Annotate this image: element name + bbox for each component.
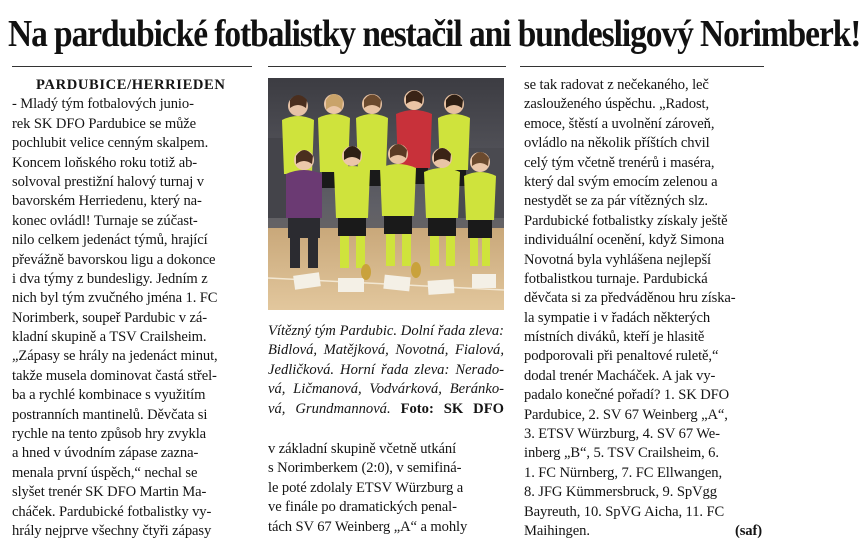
article-text-line: „Zápasy se hrály na jedenáct minut, — [12, 348, 218, 365]
article-text-line: pochlubit velice cenným skalpem. — [12, 135, 209, 152]
article-text-line: Koncem loňského roku totiž ab- — [12, 154, 198, 171]
article-text-line: a hned v úvodním zápase zazna- — [12, 445, 199, 462]
article-text-line: postranních mantinelů. Děvčata si — [12, 406, 208, 423]
caption-text-line: Jedličková. Horní řada zleva: Nerado- — [268, 361, 504, 378]
article-text-line: inberg „B“, 5. TSV Crailsheim, 6. — [524, 445, 719, 462]
article-text-line: se tak radovat z nečekaného, leč — [524, 77, 709, 93]
article-text-line: nich byl tým zvučného jména 1. FC — [12, 290, 218, 307]
column-3-last-text: Maihingen. — [524, 522, 590, 539]
column-1-body — [12, 95, 248, 541]
article-text-line: le poté zdolaly ETSV Würzburg a — [268, 479, 464, 496]
article-text-line: převážně bavorskou ligu a dokonce — [12, 251, 216, 268]
article-text-line: tách SV 67 Weinberg „A“ a mohly — [268, 518, 468, 535]
article-text-line: celý tým včetně trenérů i maséra, — [524, 154, 715, 171]
article-text-line: takže musela dominovat častá střel- — [12, 367, 217, 384]
column-top-rule — [12, 66, 252, 67]
article-text-line: ve finále po dramatických penal- — [268, 499, 457, 516]
article-text-line: i dva týmy z bundesligy. Jedním z — [12, 270, 208, 287]
team-photo-image — [268, 78, 504, 310]
article-column-1 — [12, 76, 248, 541]
article-column-2 — [268, 440, 504, 537]
article-text-line: menala první úspěch,“ nechal se — [12, 464, 198, 481]
article-text-line: Bayreuth, 10. SpVG Aicha, 11. FC — [524, 503, 725, 520]
author-signature: (saf) — [734, 522, 762, 539]
article-text-line: 3. ETSV Würzburg, 4. SV 67 We- — [524, 426, 720, 443]
article-text-line: Pardubické fotbalistky získaly ještě — [524, 212, 728, 229]
article-text-line: Pardubice, 2. SV 67 Weinberg „A“, — [524, 406, 728, 423]
article-text-line: kladní skupině a TSV Crailsheim. — [12, 329, 207, 346]
article-text-line: konec ovládl! Turnaje se zúčast- — [12, 212, 198, 229]
column-3-body — [524, 76, 762, 522]
article-text-line: rek SK DFO Pardubice se může — [12, 115, 197, 132]
photo-caption — [268, 322, 504, 419]
column-3-last-line — [524, 522, 762, 541]
article-text-line: Norimberk, soupeř Pardubic v zá- — [12, 309, 207, 326]
article-text-line: který dal svým emocím zelenou a — [524, 173, 718, 190]
article-text-line: la sympatie i v řadách některých — [524, 309, 711, 326]
caption-text-line: Vítězný tým Pardubic. Dolní řada zleva: — [268, 323, 504, 339]
caption-last-text: vá, Grundmannová. — [268, 400, 391, 417]
article-text-line: 8. JFG Kümmersbruck, 9. SpVgg — [524, 484, 717, 501]
article-text-line: ovládlo na několik příštích chvil — [524, 135, 710, 152]
article-text-line: hrály nejprve všechny čtyři zápasy — [12, 522, 212, 539]
article-text-line: podporovali při penaltové ruletě,“ — [524, 348, 719, 365]
article-text-line: místních diváků, kteří je hlasitě — [524, 329, 705, 346]
column-2-body — [268, 440, 504, 537]
article-text-line: Novotná byla vyhlášena nejlepší — [524, 251, 711, 268]
article-text-line: nestydět se za pár vítězných slz. — [524, 193, 708, 210]
article-headline: Na pardubické fotbalistky nestačil ani bundesligový Norimberk! — [8, 13, 860, 55]
article-text-line: 1. FC Nürnberg, 7. FC Ellwangen, — [524, 464, 722, 481]
dateline: PARDUBICE/HERRIEDEN — [36, 77, 226, 93]
article-text-line: slyšet trenér SK DFO Martin Ma- — [12, 484, 207, 501]
article-text-line: děvčata si za předváděnou hru získa- — [524, 290, 736, 307]
caption-text-line: Bidlová, Matějková, Novotná, Fialová, — [268, 342, 504, 359]
article-column-3 — [524, 76, 762, 541]
article-text-line: zaslouženého úspěchu. „Radost, — [524, 96, 710, 113]
article-text-line: v základní skupině včetně utkání — [268, 441, 457, 457]
article-text-line: s Norimberkem (2:0), v semifiná- — [268, 460, 462, 477]
column-top-rule — [520, 66, 764, 67]
article-text-line: fotbalistkou turnaje. Pardubická — [524, 270, 708, 287]
article-text-line: cháček. Pardubické fotbalistky vy- — [12, 503, 212, 520]
photo-credit: Foto: SK DFO — [400, 400, 504, 417]
article-text-line: emoce, štěstí a uvolnění zároveň, — [524, 115, 715, 132]
article-text-line: ba a rychlé kombinace s využitím — [12, 387, 206, 404]
caption-last-line — [268, 400, 504, 419]
team-photo — [268, 78, 504, 310]
caption-lines — [268, 322, 504, 400]
column-top-rule — [268, 66, 506, 67]
caption-text-line: vá, Ličmanová, Vodvárková, Beránko- — [268, 381, 504, 398]
article-text-line: bavorském Herriedenu, který na- — [12, 193, 202, 210]
article-text-line: individuální ocenění, když Simona — [524, 232, 725, 249]
article-text-line: dodal trenér Macháček. A jak vy- — [524, 367, 716, 384]
article-text-line: rychle na tento způsob hry zvykla — [12, 426, 207, 443]
article-text-line: solvoval prestižní halový turnaj v — [12, 173, 204, 190]
article-text-line: - Mladý tým fotbalových junio- — [12, 96, 194, 113]
article-text-line: padalo konečné pořadí? 1. SK DFO — [524, 387, 730, 404]
article-text-line: nilo celkem jedenáct týmů, hrající — [12, 232, 208, 249]
